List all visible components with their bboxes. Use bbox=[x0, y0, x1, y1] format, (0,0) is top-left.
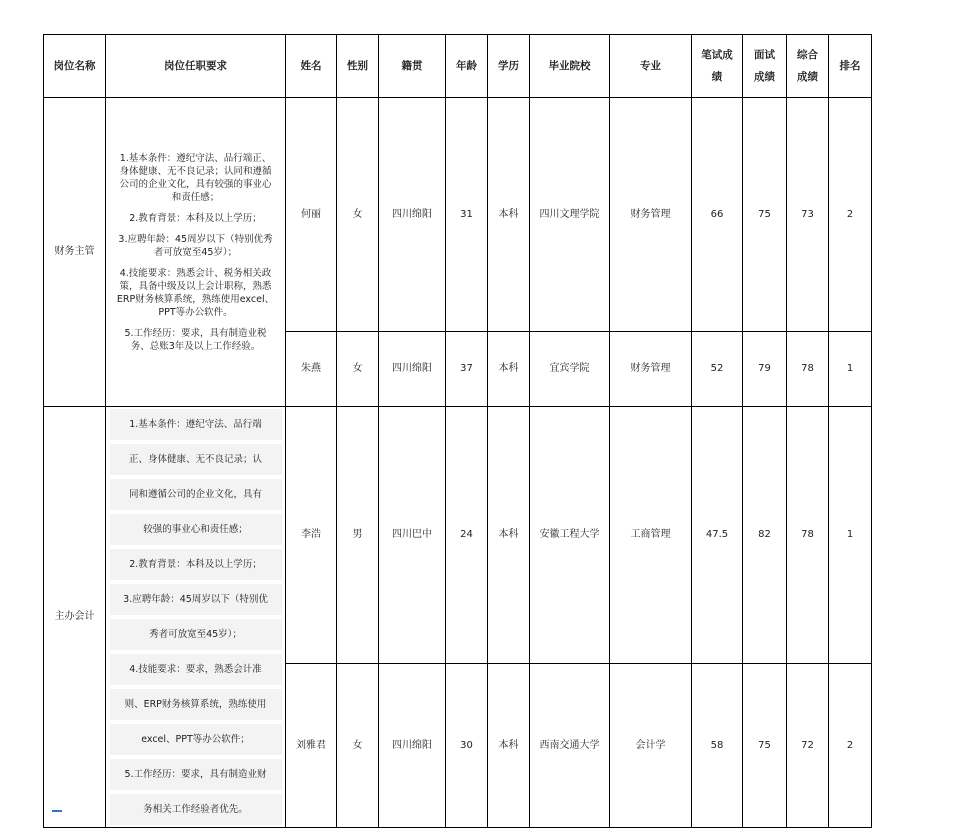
candidate-interview-score: 75 bbox=[743, 98, 787, 332]
requirement-item: 2.教育背景：本科及以上学历； bbox=[129, 212, 262, 224]
requirement-line: 则、ERP财务核算系统，熟练使用 bbox=[110, 689, 282, 720]
requirement-line: 较强的事业心和责任感； bbox=[110, 514, 282, 545]
candidate-age: 31 bbox=[446, 98, 488, 332]
requirement-line: excel、PPT等办公软件； bbox=[110, 724, 282, 755]
candidate-name: 李浩 bbox=[286, 407, 337, 664]
header-written-score: 笔试成 绩 bbox=[692, 35, 743, 98]
requirement-line: 2.教育背景：本科及以上学历； bbox=[110, 549, 282, 580]
candidate-rank: 2 bbox=[829, 664, 872, 828]
header-interview-score: 面试 成绩 bbox=[743, 35, 787, 98]
candidate-major: 财务管理 bbox=[610, 98, 692, 332]
requirement-line: 5.工作经历：要求，具有制造业财 bbox=[110, 759, 282, 790]
requirement-item: 1.基本条件：遵纪守法、品行端正、身体健康、无不良记录；认同和遵循公司的企业文化，具有较强的事业心和责任感； bbox=[119, 152, 272, 203]
candidate-rank: 1 bbox=[829, 407, 872, 664]
requirement-line: 3.应聘年龄：45周岁以下（特别优 bbox=[110, 584, 282, 615]
header-school: 毕业院校 bbox=[530, 35, 610, 98]
candidate-age: 30 bbox=[446, 664, 488, 828]
requirement-item: 4.技能要求：熟悉会计、税务相关政策，具备中级及以上会计职称，熟悉ERP财务核算系统，熟练使用excel、PPT等办公软件。 bbox=[116, 267, 275, 318]
position-cell: 财务主管 bbox=[44, 98, 106, 407]
candidate-origin: 四川绵阳 bbox=[379, 664, 446, 828]
candidate-education: 本科 bbox=[488, 332, 530, 407]
requirement-line: 正、身体健康、无不良记录；认 bbox=[110, 444, 282, 475]
candidate-gender: 女 bbox=[337, 332, 379, 407]
candidate-age: 24 bbox=[446, 407, 488, 664]
candidate-major: 会计学 bbox=[610, 664, 692, 828]
candidate-name: 朱燕 bbox=[286, 332, 337, 407]
candidate-interview-score: 75 bbox=[743, 664, 787, 828]
candidate-total-score: 73 bbox=[787, 98, 829, 332]
requirement-item: 5.工作经历：要求，具有制造业税务、总账3年及以上工作经验。 bbox=[124, 327, 267, 352]
candidate-gender: 女 bbox=[337, 664, 379, 828]
candidate-major: 工商管理 bbox=[610, 407, 692, 664]
candidate-origin: 四川绵阳 bbox=[379, 332, 446, 407]
candidate-written-score: 47.5 bbox=[692, 407, 743, 664]
candidate-school: 宜宾学院 bbox=[530, 332, 610, 407]
candidate-origin: 四川巴中 bbox=[379, 407, 446, 664]
candidate-education: 本科 bbox=[488, 664, 530, 828]
requirement-item: 3.应聘年龄：45周岁以下（特别优秀者可放宽至45岁）； bbox=[118, 233, 273, 258]
header-row bbox=[44, 35, 872, 98]
position-cell: 主办会计 bbox=[44, 407, 106, 828]
header-major: 专业 bbox=[610, 35, 692, 98]
header-education: 学历 bbox=[488, 35, 530, 98]
header-rank: 排名 bbox=[829, 35, 872, 98]
candidate-school: 安徽工程大学 bbox=[530, 407, 610, 664]
candidate-interview-score: 79 bbox=[743, 332, 787, 407]
text-cursor-marker bbox=[52, 810, 62, 812]
header-name: 姓名 bbox=[286, 35, 337, 98]
candidate-total-score: 78 bbox=[787, 332, 829, 407]
candidate-major: 财务管理 bbox=[610, 332, 692, 407]
candidate-origin: 四川绵阳 bbox=[379, 98, 446, 332]
candidate-rank: 1 bbox=[829, 332, 872, 407]
requirements-cell bbox=[106, 98, 286, 407]
candidate-gender: 男 bbox=[337, 407, 379, 664]
candidate-education: 本科 bbox=[488, 98, 530, 332]
candidate-written-score: 58 bbox=[692, 664, 743, 828]
recruitment-results-table bbox=[43, 34, 872, 828]
candidate-name: 何丽 bbox=[286, 98, 337, 332]
requirements-cell bbox=[106, 407, 286, 828]
candidate-gender: 女 bbox=[337, 98, 379, 332]
requirement-line: 4.技能要求：要求，熟悉会计准 bbox=[110, 654, 282, 685]
header-origin: 籍贯 bbox=[379, 35, 446, 98]
table-row bbox=[44, 407, 872, 664]
candidate-school: 西南交通大学 bbox=[530, 664, 610, 828]
candidate-school: 四川文理学院 bbox=[530, 98, 610, 332]
candidate-rank: 2 bbox=[829, 98, 872, 332]
requirement-line: 秀者可放宽至45岁）； bbox=[110, 619, 282, 650]
header-total-score: 综合 成绩 bbox=[787, 35, 829, 98]
candidate-education: 本科 bbox=[488, 407, 530, 664]
candidate-interview-score: 82 bbox=[743, 407, 787, 664]
candidate-age: 37 bbox=[446, 332, 488, 407]
candidate-written-score: 52 bbox=[692, 332, 743, 407]
requirement-line: 务相关工作经验者优先。 bbox=[110, 794, 282, 825]
candidate-name: 刘雅君 bbox=[286, 664, 337, 828]
requirement-line: 同和遵循公司的企业文化，具有 bbox=[110, 479, 282, 510]
candidate-total-score: 72 bbox=[787, 664, 829, 828]
requirement-line: 1.基本条件：遵纪守法、品行端 bbox=[110, 409, 282, 440]
header-gender: 性别 bbox=[337, 35, 379, 98]
header-age: 年龄 bbox=[446, 35, 488, 98]
table-row bbox=[44, 98, 872, 332]
header-position: 岗位名称 bbox=[44, 35, 106, 98]
header-requirements: 岗位任职要求 bbox=[106, 35, 286, 98]
candidate-total-score: 78 bbox=[787, 407, 829, 664]
candidate-written-score: 66 bbox=[692, 98, 743, 332]
